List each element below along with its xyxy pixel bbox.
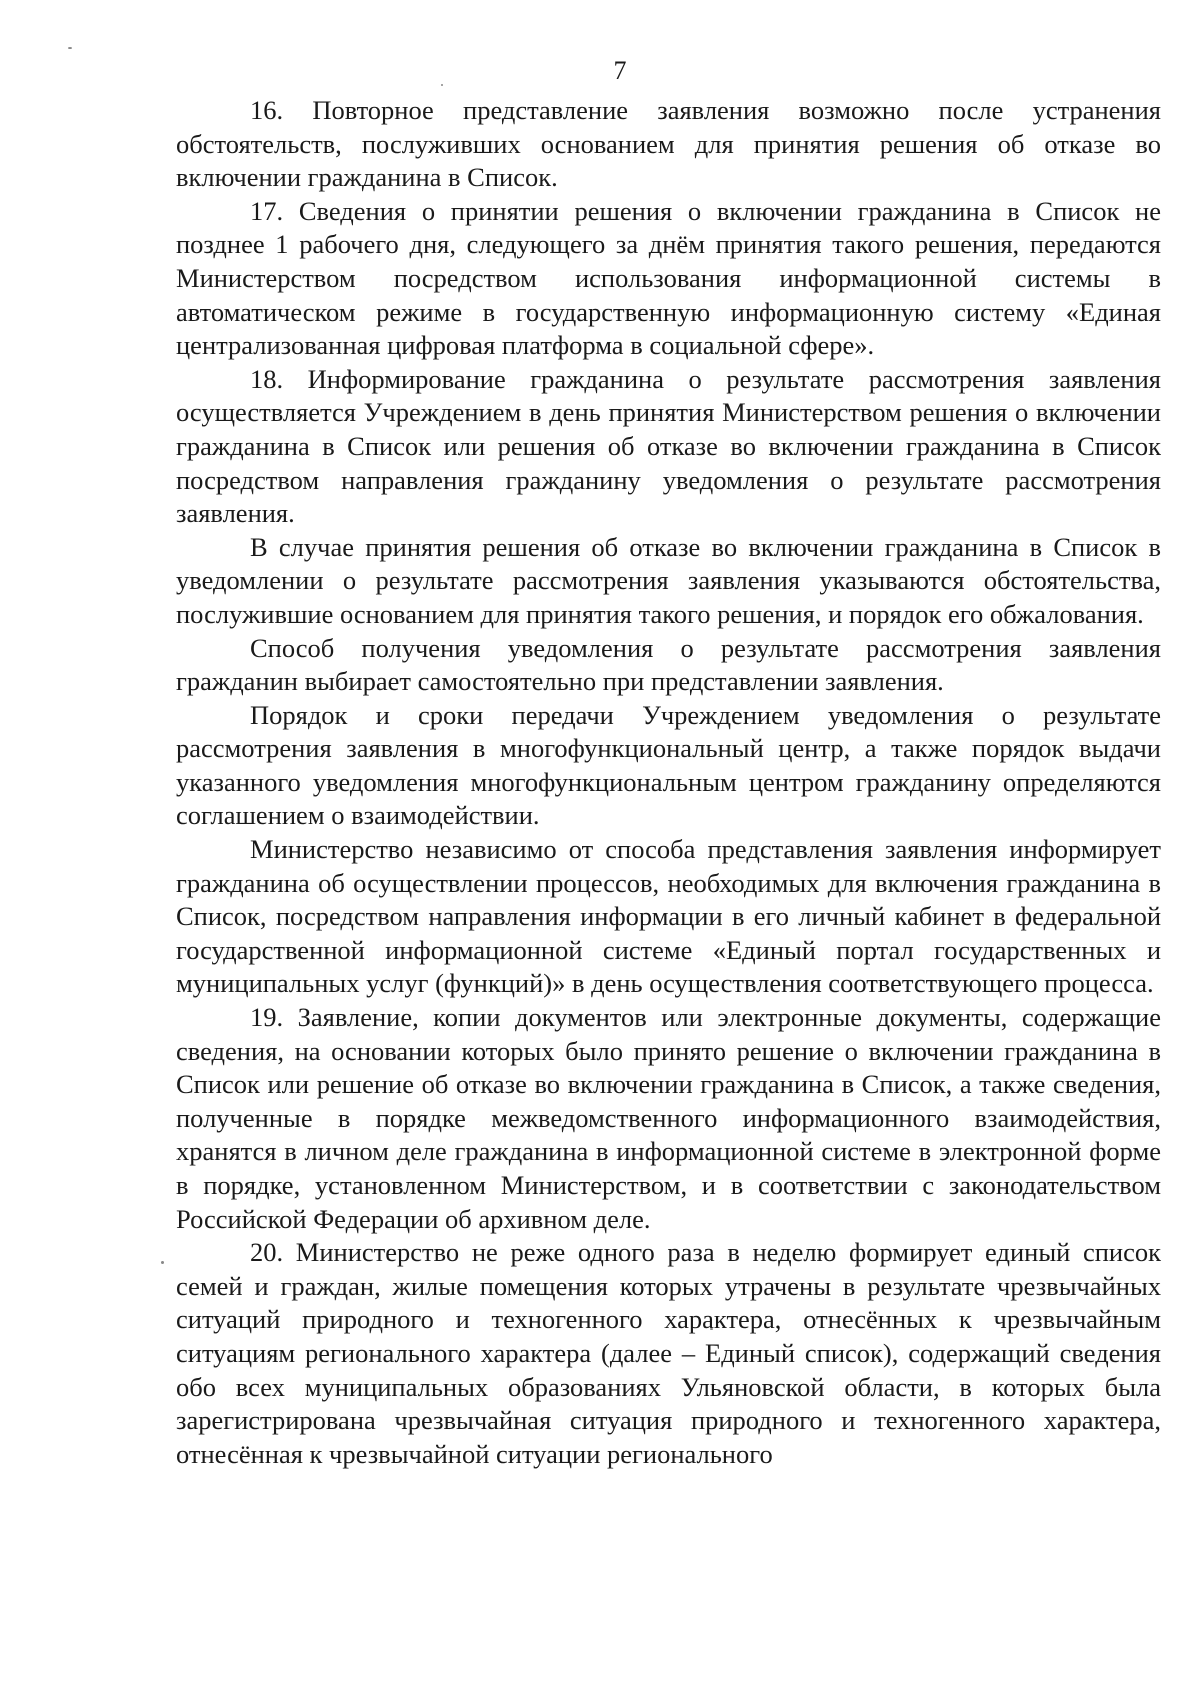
paragraph-18-procedure: Порядок и сроки передачи Учреждением уведомления о результате рассмотрения заявления в многофункциональный центр, а также порядок выдачи указанного уведомления многофункциональным центром гражданину определяются соглашением о взаимодействии. [176,699,1161,831]
scan-speck [161,1261,164,1264]
document-body [176,94,1161,1471]
paragraph-18-refusal: В случае принятия решения об отказе во включении гражданина в Список в уведомлении о результате рассмотрения заявления указываются обстоятельства, послужившие основанием для принятия такого решения, и порядок его обжалования. [176,531,1161,629]
paragraph-18-method: Способ получения уведомления о результате рассмотрения заявления гражданин выбирает самостоятельно при представлении заявления. [176,632,1161,697]
paragraph-18-ministry: Министерство независимо от способа представления заявления информирует гражданина об осуществлении процессов, необходимых для включения гражданина в Список, посредством направления информации в его личный кабинет в федеральной государственной информационной системе «Единый портал государственных и муниципальных услуг (функций)» в день осуществления соответствующего процесса. [176,834,1161,999]
page-number: 7 [613,56,627,85]
paragraph-16: 16. Повторное представление заявления возможно после устранения обстоятельств, послуживших основанием для принятия решения об отказе во включении гражданина в Список. [176,95,1161,193]
paragraph-17: 17. Сведения о принятии решения о включении гражданина в Список не позднее 1 рабочего дня, следующего за днём принятия такого решения, передаются Министерством посредством использования информационной системы в автоматическом режиме в государственную информационную систему «Единая централизованная цифровая платформа в социальной сфере». [176,195,1161,361]
paragraph-19: 19. Заявление, копии документов или электронные документы, содержащие сведения, на основании которых было принято решение о включении гражданина в Список или решение об отказе во включении гражданина в Список, а также сведения, полученные в порядке межведомственного информационного взаимодействия, хранятся в личном деле гражданина в информационной системе в электронной форме в порядке, установленном Министерством, и в соответствии с законодательством Российской Федерации об архивном деле. [176,1002,1161,1234]
paragraph-20: 20. Министерство не реже одного раза в неделю формирует единый список семей и граждан, жилые помещения которых утрачены в результате чрезвычайных ситуаций природного и техногенного характера, отнесённых к чрезвычайным ситуациям регионального характера (далее – Единый список), содержащий сведения обо всех муниципальных образованиях Ульяновской области, в которых была зарегистрирована чрезвычайная ситуация природного и техногенного характера, отнесённая к чрезвычайной ситуации регионального [176,1237,1161,1469]
scan-speck [68,47,72,49]
paragraph-18: 18. Информирование гражданина о результате рассмотрения заявления осуществляется Учреждением в день принятия Министерством решения о включении гражданина в Список или решения об отказе во включении гражданина в Список посредством направления гражданину уведомления о результате рассмотрения заявления. [176,363,1161,529]
